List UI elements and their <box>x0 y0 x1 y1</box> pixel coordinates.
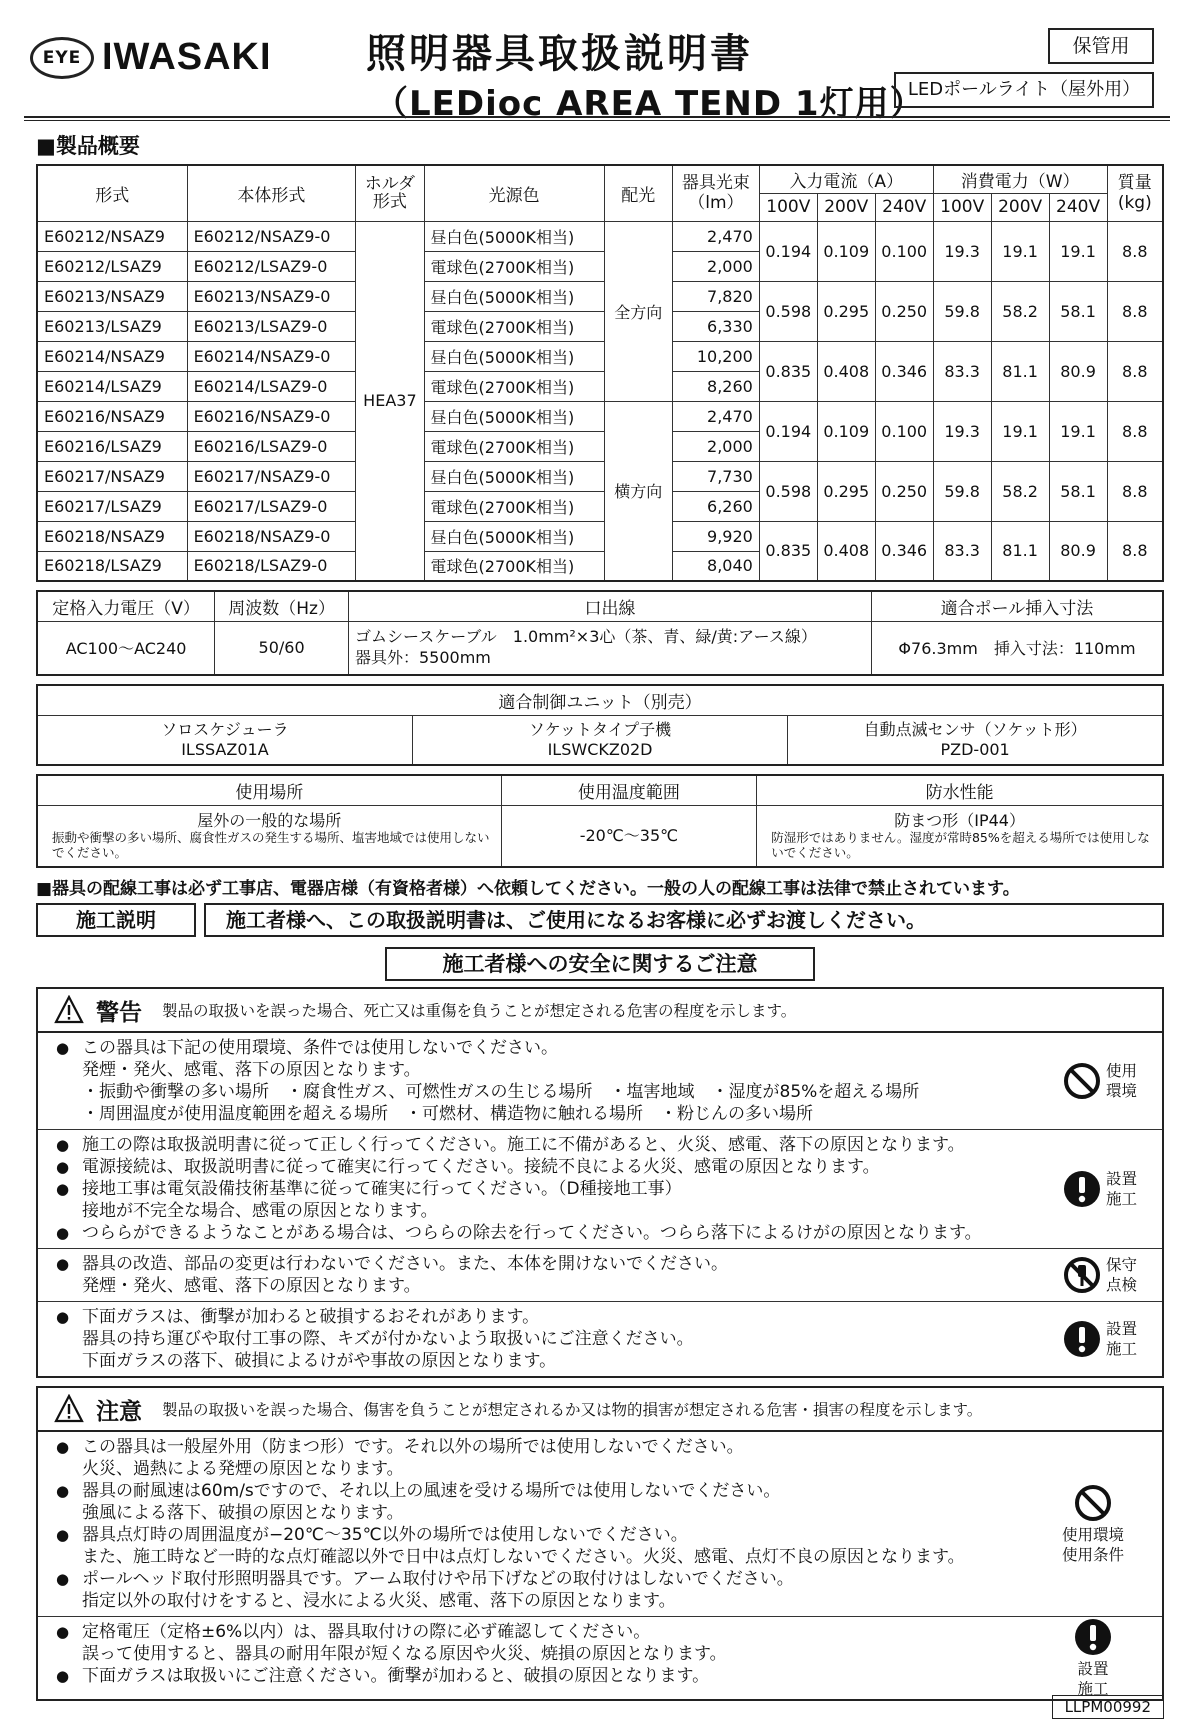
col-model: 形式 <box>37 165 187 221</box>
place-value <box>37 805 501 867</box>
category-line: 使用 <box>1106 1062 1138 1080</box>
model-cell: E60213/NSAZ9 <box>37 281 187 311</box>
temperature-header: 使用温度範囲 <box>501 775 757 805</box>
continuation-text: 誤って使用すると、器具の耐用年限が短くなる原因や火災、焼損の原因となります。 <box>82 1644 727 1664</box>
bullet-text: 電源接続は、取扱説明書に従って確実に行ってください。接続不良による火災、感電の原因となります。 <box>82 1157 880 1177</box>
col-current: 入力電流（A） <box>759 165 933 193</box>
model-cell: E60214/NSAZ9 <box>37 341 187 371</box>
install-message: 施工者様へ、この取扱説明書は、ご使用になるお客様に必ずお渡しください。 <box>204 903 1164 937</box>
col-a240: 240V <box>875 193 933 221</box>
control-unit-1 <box>37 715 412 765</box>
mandatory-icon <box>1062 1169 1102 1209</box>
warning-rows <box>38 1033 1162 1376</box>
waterproof-main: 防まつ形（IP44） <box>894 811 1025 831</box>
category-label <box>1106 1319 1137 1359</box>
bullet-item <box>56 1178 1062 1200</box>
prohibition-icon <box>1062 1061 1102 1101</box>
model-cell: E60213/LSAZ9 <box>37 311 187 341</box>
waterproof-header: 防水性能 <box>757 775 1163 805</box>
cable-header: 口出線 <box>349 591 872 621</box>
section-text <box>38 1617 1032 1699</box>
waterproof-note: 防湿形ではありません。湿度が常時85%を超える場所では使用しないでください。 <box>771 830 1150 861</box>
body-model-cell: E60217/NSAZ9-0 <box>187 461 356 491</box>
model-cell: E60218/LSAZ9 <box>37 551 187 581</box>
w240-cell: 80.9 <box>1049 521 1107 581</box>
bullet-text: 下面ガラスは取扱いにご注意ください。衝撃が加わると、破損の原因となります。 <box>82 1666 710 1686</box>
bullet-icon: ● <box>56 1526 70 1544</box>
bullet-text: 器具の耐風速は60m/sですので、それ以上の風速を受ける場所では使用しないでください。 <box>82 1481 781 1501</box>
bullet-item <box>56 1037 1062 1059</box>
w240-cell: 58.1 <box>1049 461 1107 521</box>
bullet-item <box>56 1253 1062 1275</box>
environment-table <box>36 774 1164 868</box>
bullet-text: 下面ガラスは、衝撃が加わると破損するおそれがあります。 <box>82 1307 540 1327</box>
control-unit-title: 適合制御ユニット（別売） <box>37 685 1163 715</box>
category-label <box>1106 1061 1137 1101</box>
spec-row <box>37 341 1163 371</box>
continuation-text: 発煙・発火、感電、落下の原因となります。 <box>82 1060 421 1080</box>
product-kind-label: LEDポールライト（屋外用） <box>894 72 1154 108</box>
continuation-text: 接地が不完全な場合、感電の原因となります。 <box>82 1201 438 1221</box>
category-line: 保守 <box>1106 1256 1138 1274</box>
bullet-item <box>56 1306 1062 1328</box>
col-distribution: 配光 <box>604 165 672 221</box>
category-line: 施工 <box>1077 1680 1109 1698</box>
bullet-item <box>56 1480 1032 1502</box>
a240-cell: 0.250 <box>875 461 933 521</box>
distribution-cell: 横方向 <box>604 401 672 581</box>
model-cell: E60216/LSAZ9 <box>37 431 187 461</box>
document-title: 照明器具取扱説明書 <box>366 31 753 77</box>
section-text <box>38 1302 1062 1376</box>
kg-cell: 8.8 <box>1107 401 1163 461</box>
warning-section <box>38 1249 1162 1302</box>
caution-header <box>38 1388 1162 1432</box>
color-cell: 昼白色(5000K相当) <box>424 341 604 371</box>
logo-wordmark: IWASAKI <box>102 36 272 78</box>
continuation-text: 指定以外の取付けをすると、浸水による火災、感電、落下の原因となります。 <box>82 1591 676 1611</box>
caution-section <box>38 1432 1162 1617</box>
flux-cell: 10,200 <box>672 341 759 371</box>
caution-section <box>38 1617 1162 1699</box>
section-text <box>38 1130 1062 1248</box>
unit-code: ILSSAZ01A <box>181 739 269 759</box>
w240-cell: 19.1 <box>1049 221 1107 281</box>
logo-eye-mark: EYE <box>30 37 94 79</box>
unit-name: 自動点滅センサ（ソケット形） <box>863 719 1087 739</box>
category-label <box>1106 1169 1137 1209</box>
color-cell: 昼白色(5000K相当) <box>424 221 604 251</box>
header-rule <box>24 116 1170 121</box>
bullet-icon: ● <box>56 1308 70 1326</box>
mandatory-icon <box>1073 1617 1113 1657</box>
category-label <box>1106 1255 1137 1295</box>
voltage-value: AC100～AC240 <box>37 621 215 675</box>
bullet-item <box>56 1134 1062 1156</box>
distribution-cell: 全方向 <box>604 221 672 401</box>
w100-cell: 19.3 <box>933 401 991 461</box>
category-line: 設置 <box>1077 1660 1109 1678</box>
col-body-model: 本体形式 <box>187 165 356 221</box>
model-cell: E60217/LSAZ9 <box>37 491 187 521</box>
pole-header: 適合ポール挿入寸法 <box>871 591 1163 621</box>
a200-cell: 0.109 <box>817 401 875 461</box>
holder-cell: HEA37 <box>356 221 424 581</box>
body-model-cell: E60212/NSAZ9-0 <box>187 221 356 251</box>
w240-cell: 19.1 <box>1049 401 1107 461</box>
w200-cell: 81.1 <box>991 341 1049 401</box>
model-cell: E60216/NSAZ9 <box>37 401 187 431</box>
flux-cell: 8,040 <box>672 551 759 581</box>
unit-code: PZD-001 <box>940 739 1010 759</box>
color-cell: 昼白色(5000K相当) <box>424 521 604 551</box>
caution-label: 注意 <box>96 1398 142 1425</box>
flux-cell: 6,330 <box>672 311 759 341</box>
kg-cell: 8.8 <box>1107 461 1163 521</box>
flux-cell: 6,260 <box>672 491 759 521</box>
category-line: 使用条件 <box>1061 1546 1124 1564</box>
bullet-text: 接地工事は電気設備技術基準に従って確実に行ってください。（D種接地工事） <box>82 1179 682 1199</box>
category-line: 施工 <box>1106 1340 1138 1358</box>
safety-title: 施工者様への安全に関するご注意 <box>385 947 815 981</box>
category-line: 環境 <box>1106 1082 1138 1100</box>
bullet-icon: ● <box>56 1158 70 1176</box>
voltage-header: 定格入力電圧（V） <box>37 591 215 621</box>
bullet-icon: ● <box>56 1482 70 1500</box>
spec-row <box>37 521 1163 551</box>
bullet-icon: ● <box>56 1180 70 1198</box>
bullet-icon: ● <box>56 1224 70 1242</box>
control-unit-3 <box>788 715 1163 765</box>
a200-cell: 0.408 <box>817 521 875 581</box>
section-text <box>38 1249 1062 1301</box>
continuation-text: ・周囲温度が使用温度範囲を超える場所 ・可燃材、構造物に触れる場所 ・粉じんの多い場所 <box>82 1104 813 1124</box>
flux-cell: 7,730 <box>672 461 759 491</box>
kg-cell: 8.8 <box>1107 521 1163 581</box>
warning-label: 警告 <box>96 999 142 1026</box>
w240-cell: 58.1 <box>1049 281 1107 341</box>
temperature-value: -20℃～35℃ <box>501 805 757 867</box>
body-model-cell: E60213/NSAZ9-0 <box>187 281 356 311</box>
cable-value <box>349 621 872 675</box>
spec-table <box>36 164 1164 582</box>
bullet-text: ポールヘッド取付形照明器具です。アーム取付けや吊下げなどの取付けはしないでください。 <box>82 1569 794 1589</box>
bullet-text: 定格電圧（定格±6%以内）は、器具取付けの際に必ず確認してください。 <box>82 1622 651 1642</box>
flux-cell: 2,000 <box>672 251 759 281</box>
body-model-cell: E60214/LSAZ9-0 <box>187 371 356 401</box>
overview-title: ■製品概要 <box>36 134 140 158</box>
body-model-cell: E60212/LSAZ9-0 <box>187 251 356 281</box>
a100-cell: 0.598 <box>759 461 817 521</box>
section-category <box>1062 1130 1162 1248</box>
category-line: 設置 <box>1106 1170 1138 1188</box>
flux-cell: 8,260 <box>672 371 759 401</box>
unit-name: ソケットタイプ子機 <box>528 719 672 739</box>
logo <box>30 36 272 79</box>
caution-description: 製品の取扱いを誤った場合、傷害を負うことが想定されるか又は物的損害が想定される危害・損害の程度を示します。 <box>162 1401 983 1419</box>
col-flux-unit: （lm） <box>688 193 744 214</box>
warning-section <box>38 1130 1162 1249</box>
a200-cell: 0.295 <box>817 281 875 341</box>
a100-cell: 0.194 <box>759 401 817 461</box>
unit-code: ILSWCKZ02D <box>547 739 653 759</box>
col-flux <box>672 165 759 221</box>
spec-row <box>37 281 1163 311</box>
caution-rows <box>38 1432 1162 1699</box>
bullet-icon: ● <box>56 1136 70 1154</box>
color-cell: 昼白色(5000K相当) <box>424 281 604 311</box>
control-unit-2 <box>412 715 787 765</box>
body-model-cell: E60213/LSAZ9-0 <box>187 311 356 341</box>
warning-triangle-icon <box>54 995 84 1025</box>
model-cell: E60217/NSAZ9 <box>37 461 187 491</box>
spec-row <box>37 401 1163 431</box>
place-note: 振動や衝撃の多い場所、腐食性ガスの発生する場所、塩害地域では使用しないでください。 <box>52 830 490 861</box>
w200-cell: 19.1 <box>991 221 1049 281</box>
col-power: 消費電力（W） <box>933 165 1107 193</box>
bullet-item <box>56 1665 1032 1687</box>
bullet-item <box>56 1156 1062 1178</box>
bullet-icon: ● <box>56 1623 70 1641</box>
col-w240: 240V <box>1049 193 1107 221</box>
body-model-cell: E60216/LSAZ9-0 <box>187 431 356 461</box>
bullet-item <box>56 1436 1032 1458</box>
document-code: LLPM00992 <box>1052 1695 1164 1719</box>
color-cell: 電球色(2700K相当) <box>424 371 604 401</box>
cable-length: 器具外：5500mm <box>355 647 491 667</box>
flux-cell: 2,470 <box>672 221 759 251</box>
warning-box <box>36 987 1164 1378</box>
a100-cell: 0.835 <box>759 341 817 401</box>
flux-cell: 7,820 <box>672 281 759 311</box>
section-text <box>38 1033 1062 1129</box>
bullet-text: つららができるようなことがある場合は、つららの除去を行ってください。つらら落下によるけがの原因となります。 <box>82 1223 982 1243</box>
control-unit-table <box>36 684 1164 766</box>
bullet-item <box>56 1222 1062 1244</box>
bullet-icon: ● <box>56 1255 70 1273</box>
bullet-icon: ● <box>56 1039 70 1057</box>
w100-cell: 83.3 <box>933 521 991 581</box>
bullet-icon: ● <box>56 1570 70 1588</box>
category-label <box>1077 1659 1108 1699</box>
kg-cell: 8.8 <box>1107 281 1163 341</box>
flux-cell: 9,920 <box>672 521 759 551</box>
a200-cell: 0.109 <box>817 221 875 281</box>
continuation-text: 発煙・発火、感電、落下の原因となります。 <box>82 1276 421 1296</box>
a200-cell: 0.295 <box>817 461 875 521</box>
kg-cell: 8.8 <box>1107 341 1163 401</box>
col-flux-label: 器具光束 <box>681 172 750 193</box>
a240-cell: 0.100 <box>875 221 933 281</box>
color-cell: 電球色(2700K相当) <box>424 551 604 581</box>
body-model-cell: E60217/LSAZ9-0 <box>187 491 356 521</box>
mandatory-icon <box>1062 1319 1102 1359</box>
w100-cell: 59.8 <box>933 461 991 521</box>
section-category <box>1062 1302 1162 1376</box>
warning-section <box>38 1302 1162 1376</box>
prohibition-icon <box>1073 1483 1113 1523</box>
model-cell: E60218/NSAZ9 <box>37 521 187 551</box>
wiring-note: ■器具の配線工事は必ず工事店、電器店様（有資格者様）へ依頼してください。一般の人の配線工事は法律で禁止されています。 <box>36 879 1020 899</box>
continuation-text: 器具の持ち運びや取付工事の際、キズが付かないよう取扱いにご注意ください。 <box>82 1329 694 1349</box>
bullet-text: 施工の際は取扱説明書に従って正しく行ってください。施工に不備があると、火災、感電、落下の原因となります。 <box>82 1135 965 1155</box>
w200-cell: 19.1 <box>991 401 1049 461</box>
body-model-cell: E60218/LSAZ9-0 <box>187 551 356 581</box>
section-text <box>38 1432 1032 1616</box>
a240-cell: 0.346 <box>875 521 933 581</box>
continuation-text: ・振動や衝撃の多い場所 ・腐食性ガス、可燃性ガスの生じる場所 ・塩害地域 ・湿度が85%を超える場所 <box>82 1082 920 1102</box>
col-a100: 100V <box>759 193 817 221</box>
a240-cell: 0.346 <box>875 341 933 401</box>
spec-row <box>37 221 1163 251</box>
no-disassembly-icon <box>1062 1255 1102 1295</box>
model-cell: E60212/NSAZ9 <box>37 221 187 251</box>
w200-cell: 58.2 <box>991 281 1049 341</box>
color-cell: 電球色(2700K相当) <box>424 431 604 461</box>
col-mass <box>1107 165 1163 221</box>
caution-box <box>36 1386 1164 1701</box>
continuation-text: 下面ガラスの落下、破損によるけがや事故の原因となります。 <box>82 1351 557 1371</box>
body-model-cell: E60218/NSAZ9-0 <box>187 521 356 551</box>
a100-cell: 0.194 <box>759 221 817 281</box>
w240-cell: 80.9 <box>1049 341 1107 401</box>
col-w100: 100V <box>933 193 991 221</box>
frequency-value: 50/60 <box>215 621 349 675</box>
w200-cell: 58.2 <box>991 461 1049 521</box>
continuation-text: 火災、過熱による発煙の原因となります。 <box>82 1459 404 1479</box>
continuation-text: また、施工時など一時的な点灯確認以外で日中は点灯しないでください。火災、感電、点灯不良の原因となります。 <box>82 1547 965 1567</box>
kg-cell: 8.8 <box>1107 221 1163 281</box>
document-subtitle: （LEDioc AREA TEND 1灯用） <box>374 84 925 124</box>
col-holder: ホルダ形式 <box>356 165 424 221</box>
caution-triangle-icon <box>54 1394 84 1424</box>
unit-name: ソロスケジューラ <box>161 719 289 739</box>
bullet-icon: ● <box>56 1438 70 1456</box>
category-line: 点検 <box>1106 1276 1138 1294</box>
color-cell: 電球色(2700K相当) <box>424 251 604 281</box>
w100-cell: 83.3 <box>933 341 991 401</box>
place-header: 使用場所 <box>37 775 501 805</box>
color-cell: 電球色(2700K相当) <box>424 491 604 521</box>
bullet-text: この器具は一般屋外用（防まつ形）です。それ以外の場所では使用しないでください。 <box>82 1437 744 1457</box>
color-cell: 電球色(2700K相当) <box>424 311 604 341</box>
w100-cell: 59.8 <box>933 281 991 341</box>
flux-cell: 2,470 <box>672 401 759 431</box>
spec-row <box>37 461 1163 491</box>
spec-body <box>37 221 1163 581</box>
cable-spec: ゴムシースケーブル 1.0mm²×3心（茶、青、緑/黄:アース線） <box>355 626 817 646</box>
category-line: 使用環境 <box>1061 1526 1124 1544</box>
frequency-header: 周波数（Hz） <box>215 591 349 621</box>
color-cell: 昼白色(5000K相当) <box>424 461 604 491</box>
model-cell: E60214/LSAZ9 <box>37 371 187 401</box>
a100-cell: 0.598 <box>759 281 817 341</box>
install-bar <box>36 903 1164 937</box>
pole-value: Φ76.3mm 挿入寸法：110mm <box>871 621 1163 675</box>
category-line: 施工 <box>1106 1190 1138 1208</box>
bullet-icon: ● <box>56 1667 70 1685</box>
bullet-item <box>56 1524 1032 1546</box>
color-cell: 昼白色(5000K相当) <box>424 401 604 431</box>
bullet-item <box>56 1621 1032 1643</box>
col-w200: 200V <box>991 193 1049 221</box>
warning-section <box>38 1033 1162 1130</box>
col-a200: 200V <box>817 193 875 221</box>
bullet-text: 器具の改造、部品の変更は行わないでください。また、本体を開けないでください。 <box>82 1254 728 1274</box>
section-category <box>1062 1249 1162 1301</box>
section-category <box>1032 1617 1162 1699</box>
keep-label: 保管用 <box>1048 28 1154 64</box>
warning-header <box>38 989 1162 1033</box>
section-category <box>1032 1432 1162 1616</box>
header <box>36 18 1164 124</box>
col-mass-label: 質量 <box>1117 172 1152 193</box>
body-model-cell: E60216/NSAZ9-0 <box>187 401 356 431</box>
waterproof-value <box>757 805 1163 867</box>
bullet-text: この器具は下記の使用環境、条件では使用しないでください。 <box>82 1038 558 1058</box>
bullet-item <box>56 1568 1032 1590</box>
a200-cell: 0.408 <box>817 341 875 401</box>
warning-description: 製品の取扱いを誤った場合、死亡又は重傷を負うことが想定される危害の程度を示します。 <box>162 1002 797 1020</box>
a100-cell: 0.835 <box>759 521 817 581</box>
flux-cell: 2,000 <box>672 431 759 461</box>
col-color: 光源色 <box>424 165 604 221</box>
a240-cell: 0.100 <box>875 401 933 461</box>
bullet-text: 器具点灯時の周囲温度が−20℃～35℃以外の場所では使用しないでください。 <box>82 1525 688 1545</box>
electrical-table <box>36 590 1164 676</box>
w200-cell: 81.1 <box>991 521 1049 581</box>
model-cell: E60212/LSAZ9 <box>37 251 187 281</box>
category-label <box>1062 1525 1124 1565</box>
place-main: 屋外の一般的な場所 <box>197 811 342 831</box>
manual-page <box>36 18 1164 1701</box>
install-label: 施工説明 <box>36 903 196 937</box>
col-mass-unit: (kg) <box>1117 193 1152 214</box>
continuation-text: 強風による落下、破損の原因となります。 <box>82 1503 404 1523</box>
category-line: 設置 <box>1106 1320 1138 1338</box>
w100-cell: 19.3 <box>933 221 991 281</box>
a240-cell: 0.250 <box>875 281 933 341</box>
body-model-cell: E60214/NSAZ9-0 <box>187 341 356 371</box>
section-category <box>1062 1033 1162 1129</box>
